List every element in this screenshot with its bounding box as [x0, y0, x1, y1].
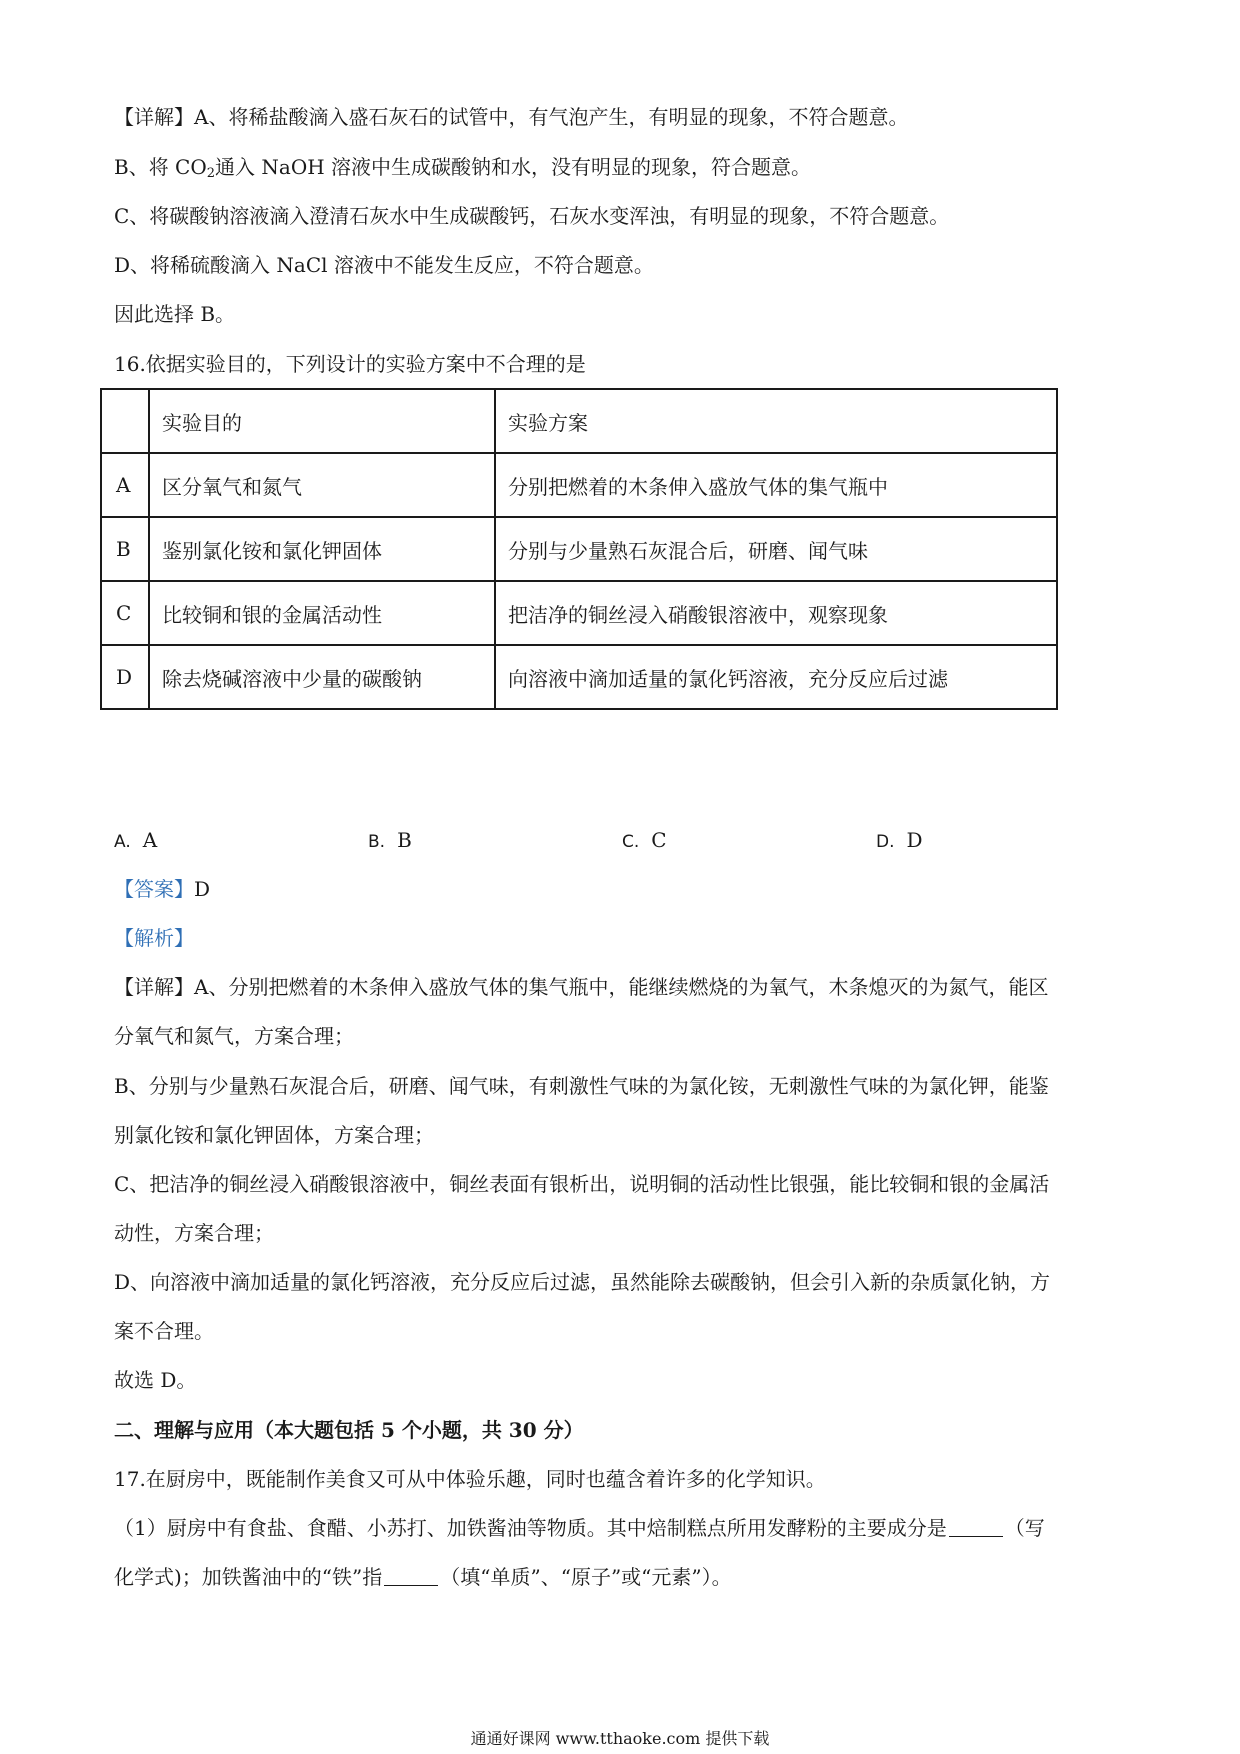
detail-b-post: 通入 NaOH 溶液中生成碳酸钠和水，没有明显的现象，符合题意。: [215, 155, 812, 179]
row-purpose: 比较铜和银的金属活动性: [149, 581, 495, 645]
detail-15-d: D、将稀硫酸滴入 NaCl 溶液中不能发生反应，不符合题意。: [114, 253, 654, 277]
row-key: A: [101, 453, 149, 517]
row-key: B: [101, 517, 149, 581]
header-cell: 实验目的: [149, 389, 495, 453]
table-row: [101, 645, 1057, 709]
row-purpose: 除去烧碱溶液中少量的碳酸钠: [149, 645, 495, 709]
analysis-line: [114, 973, 1048, 1001]
q17-text: （填“单质”、“原子”或“元素”）。: [440, 1565, 732, 1589]
table-header-row: [101, 389, 1057, 453]
detail-text: A、将稀盐酸滴入盛石灰石的试管中，有气泡产生，有明显的现象，不符合题意。: [194, 105, 909, 129]
option-value: D: [906, 828, 923, 852]
analysis-tag: 【解析】: [114, 926, 194, 950]
row-purpose: 鉴别氯化铵和氯化钾固体: [149, 517, 495, 581]
q17-text: （写: [1004, 1516, 1045, 1540]
option-key: D.: [876, 832, 895, 852]
analysis-text: A、分别把燃着的木条伸入盛放气体的集气瓶中，能继续燃烧的为氧气，木条熄灭的为氮气，能区: [194, 975, 1049, 999]
analysis-line: 别氯化铵和氯化钾固体，方案合理；: [114, 1123, 434, 1147]
table-row: [101, 517, 1057, 581]
row-purpose: 区分氧气和氮气: [149, 453, 495, 517]
analysis-line: 动性，方案合理；: [114, 1221, 274, 1245]
analysis-line: C、把洁净的铜丝浸入硝酸银溶液中，铜丝表面有银析出，说明铜的活动性比银强，能比较铜和银的金属活: [114, 1172, 1050, 1196]
analysis-line: B、分别与少量熟石灰混合后，研磨、闻气味，有刺激性气味的为氯化铵，无刺激性气味的为氯化钾，能鉴: [114, 1074, 1049, 1098]
co2-subscript: 2: [206, 166, 216, 181]
option-value: C: [651, 828, 667, 852]
row-key: C: [101, 581, 149, 645]
q17-text: 化学式)；加铁酱油中的“铁”指: [114, 1565, 383, 1589]
q17-stem: 17.在厨房中，既能制作美食又可从中体验乐趣，同时也蕴含着许多的化学知识。: [114, 1467, 826, 1491]
q17-text: （1）厨房中有食盐、食醋、小苏打、加铁酱油等物质。其中焙制糕点所用发酵粉的主要成分是: [114, 1516, 947, 1540]
section-title: 二、理解与应用（本大题包括 5 个小题，共 30 分）: [114, 1418, 584, 1442]
detail-15-a: [114, 103, 908, 131]
answer-tag: 【答案】: [114, 877, 194, 901]
option-key: A.: [114, 832, 131, 852]
analysis-line: 故选 D。: [114, 1368, 197, 1392]
q17-part1-line1: [114, 1514, 1045, 1542]
detail-15-conclusion: 因此选择 B。: [114, 302, 236, 326]
header-cell: [101, 389, 149, 453]
option-value: B: [397, 828, 412, 852]
detail-15-c: C、将碳酸钠溶液滴入澄清石灰水中生成碳酸钙，石灰水变浑浊，有明显的现象，不符合题意。: [114, 204, 950, 228]
detail-tag: 【详解】: [114, 105, 194, 129]
analysis-line: 分氧气和氮气，方案合理；: [114, 1024, 354, 1048]
detail-15-b: [114, 153, 811, 181]
option-d: [876, 826, 923, 856]
row-plan: 把洁净的铜丝浸入硝酸银溶液中，观察现象: [495, 581, 1057, 645]
answer-blank: [384, 1567, 438, 1586]
detail-b-pre: B、将 CO: [114, 155, 207, 179]
q17-part1-line2: [114, 1563, 732, 1591]
answer-value: D: [194, 877, 211, 901]
row-key: D: [101, 645, 149, 709]
detail-tag: 【详解】: [114, 975, 194, 999]
table-row: [101, 581, 1057, 645]
table-row: [101, 453, 1057, 517]
option-key: B.: [368, 832, 386, 852]
row-plan: 分别把燃着的木条伸入盛放气体的集气瓶中: [495, 453, 1057, 517]
page-footer: 通通好课网 www.tthaoke.com 提供下载: [470, 1729, 770, 1748]
answer-line: [114, 875, 210, 903]
q16-stem: 16.依据实验目的，下列设计的实验方案中不合理的是: [114, 352, 586, 376]
row-plan: 分别与少量熟石灰混合后，研磨、闻气味: [495, 517, 1057, 581]
option-c: [622, 826, 667, 856]
answer-blank: [949, 1518, 1003, 1537]
analysis-line: 案不合理。: [114, 1319, 214, 1343]
header-cell: 实验方案: [495, 389, 1057, 453]
q16-table: [100, 388, 1058, 710]
option-a: [114, 826, 157, 856]
row-plan: 向溶液中滴加适量的氯化钙溶液，充分反应后过滤: [495, 645, 1057, 709]
option-value: A: [142, 828, 158, 852]
option-b: [368, 826, 412, 856]
option-key: C.: [622, 832, 640, 852]
analysis-line: D、向溶液中滴加适量的氯化钙溶液，充分反应后过滤，虽然能除去碳酸钠，但会引入新的杂质氯化钠，方: [114, 1270, 1051, 1294]
